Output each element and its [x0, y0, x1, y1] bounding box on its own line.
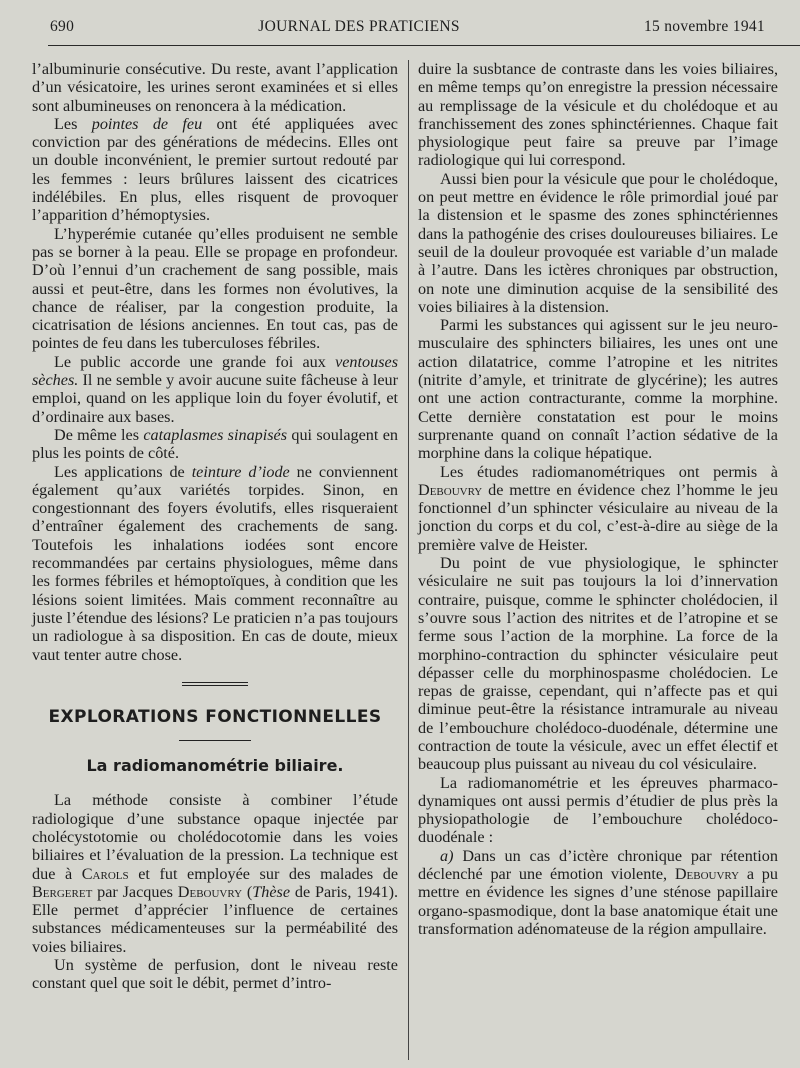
left-column [32, 60, 398, 993]
paragraph: a) Dans un cas d’ictère chronique par rétention déclenché par une émotion violente, Debouvry a pu mettre en évidence les signes d’une sténose papillaire organo-spasmodique, dont la base anatomique était une transformation adénomateuse de la région ampullaire. [418, 846, 778, 938]
column-divider [408, 60, 409, 1060]
paragraph: l’albuminurie consécutive. Du reste, avant l’application d’un vésicatoire, les urines seront examinées et si elles sont albumineuses on renoncera à la médication. [32, 60, 398, 115]
paragraph: Parmi les substances qui agissent sur le jeu neuro-musculaire des sphincters biliaires, les unes ont une action dilatatrice, comme l’atropine et les nitrites (nitrite d’amyle, et trinitrate de glycérine); les autres ont une action contracturante, comme la morphine. Cette dernière constatation est pour le moins surprenante quand on connaît l’action sédative de la morphine dans la colique hépatique. [418, 316, 778, 463]
section-separator [182, 682, 248, 686]
paragraph: Les applications de teinture d’iode ne conviennent également qu’aux variétés torpides. Sinon, en congestionnant des foyers évolutifs, elles risqueraient d’entraîner également des crachements de sang. Toutefois les inhalations iodées sont encore recommandées par certains physiologues, même dans les formes fébriles et hémoptoïques, à condition que les lésions soient limitées. Mais comment reconnaître au juste l’étendue des lésions? Le praticien n’a pas toujours un radiologue à sa disposition. En cas de doute, mieux vaut tenter autre chose. [32, 462, 398, 664]
paragraph: Le public accorde une grande foi aux ventouses sèches. Il ne semble y avoir aucune suite fâcheuse à leur emploi, quand on les applique loin du foyer évolutif, et d’ordinaire aux bases. [32, 352, 398, 426]
paragraph: L’hyperémie cutanée qu’elles produisent ne semble pas se borner à la peau. Elle se propage en profondeur. D’où l’ennui d’un crachement de sang possible, mais aussi et peut-être, dans les formes non évolutives, la chance de réaliser, par la congestion produite, la cicatrisation de lésions anciennes. En tout cas, pas de pointes de feu dans les tuberculoses fébriles. [32, 224, 398, 353]
paragraph: De même les cataplasmes sinapisés qui soulagent en plus les points de côté. [32, 425, 398, 463]
issue-date: 15 novembre 1941 [643, 18, 765, 35]
section-title: EXPLORATIONS FONCTIONNELLES [48, 706, 382, 727]
right-column [418, 60, 778, 938]
paragraph: duire la susbtance de contraste dans les voies biliaires, en même temps qu’on enregistre la pression nécessaire au remplissage de la vésicule et du cholédoque et au franchissement des zones sphinctériennes. Chaque fait physiologique peut faire sa preuve par l’image radiologique qui lui correspond. [418, 60, 778, 170]
page-number: 690 [50, 18, 75, 35]
paragraph: Les pointes de feu ont été appliquées avec conviction par des générations de médecins. Elles ont un double inconvénient, le premier surtout redouté par les femmes : leurs brûlures laissent des cicatrices indélébiles. En plus, elles risquent de provoquer l’apparition d’hémoptysies. [32, 114, 398, 225]
page-header [50, 18, 765, 44]
paragraph: Aussi bien pour la vésicule que pour le cholédoque, on peut mettre en évidence le rôle primordial joué par la distension et le spasme des zones sphinctériennes dans la pathogénie des crises douloureuses biliaires. Le seuil de la douleur provoquée est variable d’un malade à l’autre. Dans les ictères chroniques par obstruction, on note une diminution acquise de la sensibilité des voies biliaires à la distension. [418, 169, 778, 316]
paragraph: La radiomanométrie et les épreuves pharmaco-dynamiques ont aussi permis d’étudier de plus près la physiopathologie de l’embouchure cholédoco-duodénale : [418, 773, 778, 847]
title-separator [179, 740, 251, 741]
header-rule [48, 45, 800, 46]
paragraph: La méthode consiste à combiner l’étude radiologique d’une substance opaque injectée par cholécystotomie ou cholédocotomie dans les voies biliaires et l’évaluation de la pression. La technique est due à Carols et fut employée sur des malades de Bergeret par Jacques Debouvry (Thèse de Paris, 1941). Elle permet d’apprécier l’influence de certaines substances médicamenteuses sur la perméabilité des voies biliaires. [32, 791, 399, 956]
article-title: La radiomanométrie biliaire. [86, 756, 344, 776]
paragraph: Les études radiomanométriques ont permis à Debouvry de mettre en évidence chez l’homme le jeu fonctionnel d’un sphincter vésiculaire au niveau de la jonction du corps et du col, c’est-à-dire au siège de la première valve de Heister. [418, 462, 778, 554]
journal-title: JOURNAL DES PRATICIENS [258, 18, 460, 35]
paragraph: Du point de vue physiologique, le sphincter vésiculaire ne suit pas toujours la loi d’innervation contraire, puisque, comme le sphincter cholédocien, il s’ouvre sous l’action des nitrites et de l’atropine et se ferme sous l’action de la morphine. La force de la morphino-contraction du sphincter vésiculaire peut dépasser celle du morphinospasme cholédocien. Le repas de graisse, cependant, qui n’affecte pas et qui diminue peut-être la résistance intramurale au niveau de l’embouchure cholédoco-duodénale, détermine une contraction de toute la vésicule, avec un effet électif et beaucoup plus puissant au niveau du col vésiculaire. [418, 554, 778, 774]
paragraph: Un système de perfusion, dont le niveau reste constant quel que soit le débit, permet d’intro- [32, 956, 398, 993]
